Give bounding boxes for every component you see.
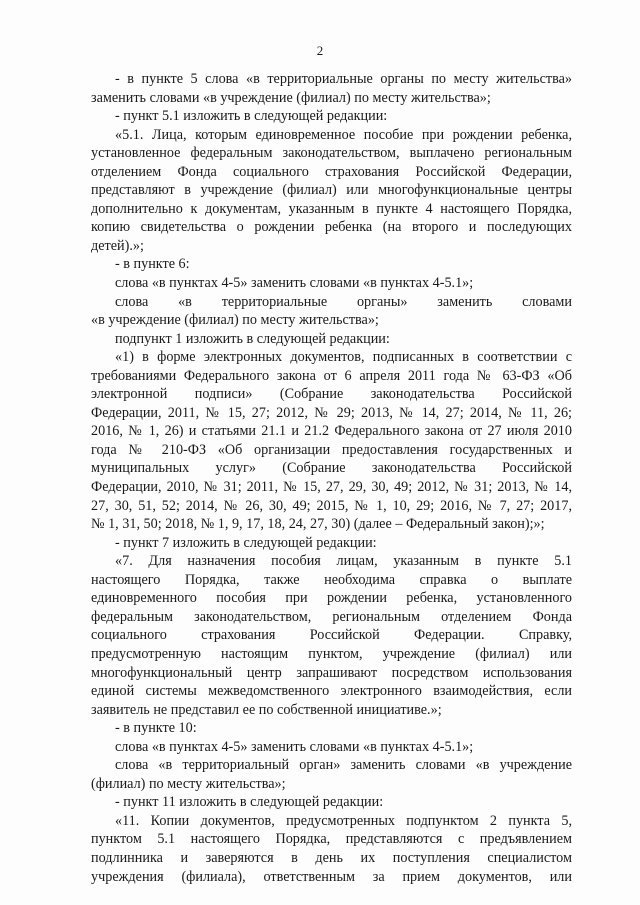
text-line: дополнительно к документам, указанным в пункте 4 настоящего Порядка,	[91, 200, 572, 217]
text-line: слова «в территориальный орган» заменить словами «в учреждение	[115, 757, 572, 774]
text-line: пунктом 5.1 настоящего Порядка, представляются с предъявлением	[91, 831, 572, 848]
text-line: 27, 30, 51, 52; 2014, № 26, 30, 49; 2015, № 1, 10, 29; 2016, № 7, 27; 2017,	[91, 497, 572, 514]
text-line: подлинника и заверяются в день их поступления специалистом	[91, 849, 572, 866]
text-line: предусмотренную настоящим пунктом, учреждение (филиал) или	[91, 645, 572, 662]
text-line: слова «в территориальные органы» заменить словами	[115, 293, 572, 310]
text-line: (филиал) по месту жительства»;	[91, 775, 286, 792]
text-line: «в учреждение (филиал) по месту жительства»;	[91, 312, 379, 329]
text-line: требованиями Федерального закона от 6 апреля 2011 года № 63-ФЗ «Об	[91, 367, 572, 384]
text-line: - пункт 5.1 изложить в следующей редакции:	[115, 108, 388, 125]
text-line: заменить словами «в учреждение (филиал) по месту жительства»;	[91, 89, 491, 106]
text-line: «11. Копии документов, предусмотренных подпунктом 2 пункта 5,	[115, 812, 572, 829]
text-line: «1) в форме электронных документов, подписанных в соответствии с	[115, 349, 572, 366]
text-line: - пункт 11 изложить в следующей редакции:	[115, 794, 384, 811]
text-line: - пункт 7 изложить в следующей редакции:	[115, 534, 377, 551]
text-line: - в пункте 5 слова «в территориальные органы по месту жительства»	[115, 71, 572, 87]
text-line: представляют в учреждение (филиал) или многофункциональные центры	[91, 182, 572, 199]
text-line: «7. Для назначения пособия лицам, указанным в пункте 5.1	[115, 553, 572, 570]
text-line: единовременного пособия при рождении ребенка, установленного	[91, 590, 572, 607]
text-line: отделением Фонда социального страхования Российской Федерации,	[91, 163, 572, 180]
text-line: заявитель не представил ее по собственной инициативе.»;	[91, 701, 442, 718]
page-number: 2	[316, 43, 324, 58]
text-line: - в пункте 6:	[115, 256, 190, 273]
text-line: - в пункте 10:	[115, 720, 197, 737]
text-line: муниципальных услуг» (Собрание законодательства Российской	[91, 460, 572, 477]
text-line: настоящего Порядка, также необходима справка о выплате	[91, 571, 572, 588]
text-line: года № 210-ФЗ «Об организации предоставления государственных и	[91, 441, 572, 458]
text-line: Федерации, 2011, № 15, 27; 2012, № 29; 2013, № 14, 27; 2014, № 11, 26;	[91, 404, 572, 421]
text-line: электронной подписи» (Собрание законодательства Российской	[91, 386, 572, 403]
text-line: единой системы межведомственного электронного взаимодействия, если	[91, 683, 572, 700]
text-line: № 1, 31, 50; 2018, № 1, 9, 17, 18, 24, 27, 30) (далее – Федеральный закон);»;	[91, 516, 545, 533]
text-line: слова «в пунктах 4-5» заменить словами «в пунктах 4-5.1»;	[115, 275, 474, 292]
text-line: федеральным законодательством, региональным отделением Фонда	[91, 608, 572, 625]
text-line: социального страхования Российской Федерации. Справку,	[91, 627, 572, 644]
text-line: учреждения (филиала), ответственным за прием документов, или	[91, 868, 572, 885]
text-line: 2016, № 1, 26) и статьями 21.1 и 21.2 Федерального закона от 27 июля 2010	[91, 423, 572, 440]
text-line: детей).»;	[91, 237, 144, 254]
text-line: многофункциональный центр запрашивают посредством использования	[91, 664, 572, 681]
text-line: «5.1. Лица, которым единовременное пособие при рождении ребенка,	[115, 126, 572, 143]
text-line: слова «в пунктах 4-5» заменить словами «в пунктах 4-5.1»;	[115, 738, 474, 755]
text-line: установленное федеральным законодательством, выплачено региональным	[91, 145, 572, 162]
document-body	[91, 70, 572, 886]
text-line: Федерации, 2010, № 31; 2011, № 15, 27, 29, 30, 49; 2012, № 31; 2013, № 14,	[91, 479, 572, 496]
text-line: копию свидетельства о рождении ребенка (на второго и последующих	[91, 219, 572, 236]
text-line: подпункт 1 изложить в следующей редакции:	[115, 330, 390, 347]
